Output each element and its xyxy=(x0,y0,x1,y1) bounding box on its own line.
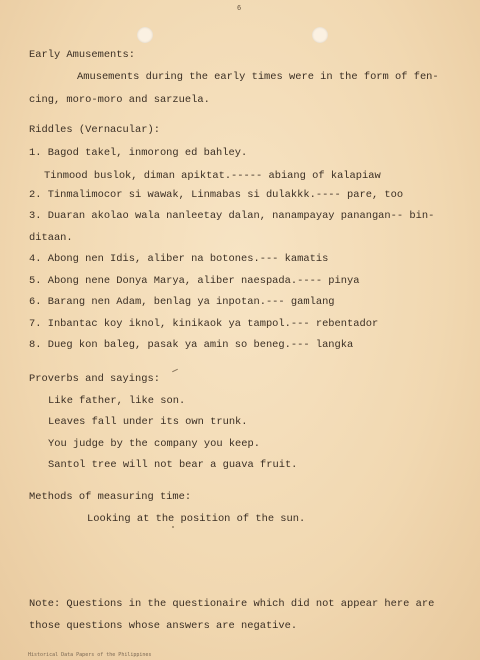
riddle-line: 2. Tinmalimocor si wawak, Linmabas si dulakkk.---- pare, too xyxy=(29,189,404,201)
proverb-line: You judge by the company you keep. xyxy=(48,438,261,450)
riddle-line: 3. Duaran akolao wala nanleetay dalan, nanampayay panangan-- bin- xyxy=(29,210,435,222)
proverb-line: Like father, like son. xyxy=(48,395,186,407)
riddle-line: 8. Dueg kon baleg, pasak ya amin so beneg.--- langka xyxy=(29,339,354,351)
footer-caption: Historical Data Papers of the Philippines xyxy=(28,652,152,658)
proverb-line: Santol tree will not bear a guava fruit. xyxy=(48,459,298,471)
riddle-line: Tinmood buslok, diman apiktat.----- abiang of kalapiaw xyxy=(44,170,381,182)
punch-hole-right xyxy=(312,27,328,43)
early-amusements-line-1: Amusements during the early times were in the form of fen- xyxy=(77,71,439,83)
heading-riddles: Riddles (Vernacular): xyxy=(29,124,160,136)
riddle-line: 6. Barang nen Adam, benlag ya inpotan.--- gamlang xyxy=(29,296,335,308)
ink-dot xyxy=(172,526,174,528)
riddle-line: 1. Bagod takel, inmorong ed bahley. xyxy=(29,147,248,159)
note-line-1: Note: Questions in the questionaire which did not appear here are xyxy=(29,598,435,610)
heading-proverbs: Proverbs and sayings: xyxy=(29,373,160,385)
page-mark: 6 xyxy=(237,4,242,12)
proverb-line: Leaves fall under its own trunk. xyxy=(48,416,248,428)
pencil-tick-mark xyxy=(172,369,178,372)
riddle-line: 4. Abong nen Idis, aliber na botones.--- kamatis xyxy=(29,253,329,265)
riddle-line: 7. Inbantac koy iknol, kinikaok ya tampol.--- rebentador xyxy=(29,318,379,330)
methods-body: Looking at the position of the sun. xyxy=(87,513,306,525)
note-line-2: those questions whose answers are negative. xyxy=(29,620,298,632)
heading-methods: Methods of measuring time: xyxy=(29,491,192,503)
riddle-line: ditaan. xyxy=(29,232,73,244)
early-amusements-line-2: cing, moro-moro and sarzuela. xyxy=(29,94,210,106)
punch-hole-left xyxy=(137,27,153,43)
riddle-line: 5. Abong nene Donya Marya, aliber naespada.---- pinya xyxy=(29,275,360,287)
heading-early-amusements: Early Amusements: xyxy=(29,49,136,61)
